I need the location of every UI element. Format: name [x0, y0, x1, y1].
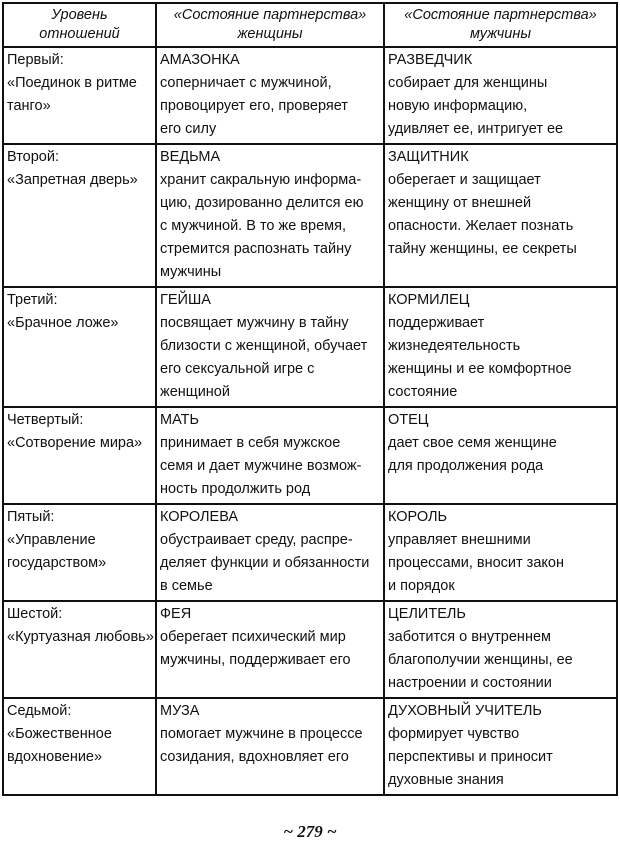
- man-description: для продолжения рода: [388, 458, 544, 474]
- woman-state-cell: [156, 287, 384, 407]
- level-text: танго»: [7, 98, 51, 114]
- woman-role: ФЕЯ: [160, 606, 192, 622]
- woman-state-cell: [156, 698, 384, 795]
- woman-role: АМАЗОНКА: [160, 52, 240, 68]
- woman-role: ГЕЙША: [160, 292, 211, 308]
- man-description: удивляет ее, интригует ее: [388, 121, 564, 137]
- man-description: заботится о внутреннем: [388, 629, 551, 645]
- table-row: [3, 407, 617, 504]
- table-row: [3, 504, 617, 601]
- man-role: ОТЕЦ: [388, 412, 429, 428]
- man-role: КОРОЛЬ: [388, 509, 448, 525]
- man-state-cell: [384, 504, 617, 601]
- woman-role: ВЕДЬМА: [160, 149, 221, 165]
- woman-role: МУЗА: [160, 703, 200, 719]
- woman-role: МАТЬ: [160, 412, 199, 428]
- woman-description: близости с женщиной, обучает: [160, 338, 368, 354]
- man-state-cell: [384, 144, 617, 287]
- table-row: [3, 287, 617, 407]
- man-description: тайну женщины, ее секреты: [388, 241, 577, 257]
- woman-description: мужчины, поддерживает его: [160, 652, 351, 668]
- woman-description: с мужчиной. В то же время,: [160, 218, 346, 234]
- woman-description: посвящает мужчину в тайну: [160, 315, 349, 331]
- man-description: благополучии женщины, ее: [388, 652, 573, 668]
- man-role: РАЗВЕДЧИК: [388, 52, 473, 68]
- man-description: опасности. Желает познать: [388, 218, 574, 234]
- man-description: женщины и ее комфортное: [388, 361, 572, 377]
- level-cell: [3, 504, 156, 601]
- table-row: [3, 601, 617, 698]
- woman-description: ность продолжить род: [160, 481, 311, 497]
- level-cell: [3, 144, 156, 287]
- level-cell: [3, 601, 156, 698]
- woman-description: оберегает психический мир: [160, 629, 346, 645]
- header-man: «Состояние партнерства» мужчины: [384, 3, 617, 47]
- table-row: [3, 144, 617, 287]
- man-role: ЦЕЛИТЕЛЬ: [388, 606, 466, 622]
- table-row: [3, 698, 617, 795]
- level-text: «Поединок в ритме: [7, 75, 137, 91]
- level-text: вдохновение»: [7, 749, 103, 765]
- man-state-cell: [384, 47, 617, 144]
- woman-description: соперничает с мужчиной,: [160, 75, 332, 91]
- woman-description: мужчины: [160, 264, 222, 280]
- woman-description: цию, дозированно делится ею: [160, 195, 364, 211]
- man-role: ДУХОВНЫЙ УЧИТЕЛЬ: [388, 703, 542, 719]
- woman-state-cell: [156, 601, 384, 698]
- woman-description: его сексуальной игре с: [160, 361, 315, 377]
- woman-description: обустраивает среду, распре-: [160, 532, 353, 548]
- man-description: формирует чувство: [388, 726, 520, 742]
- man-state-cell: [384, 698, 617, 795]
- man-state-cell: [384, 601, 617, 698]
- woman-description: принимает в себя мужское: [160, 435, 341, 451]
- man-role: КОРМИЛЕЦ: [388, 292, 470, 308]
- man-description: и порядок: [388, 578, 455, 594]
- level-text: Третий:: [7, 292, 58, 308]
- woman-description: женщиной: [160, 384, 230, 400]
- woman-state-cell: [156, 504, 384, 601]
- level-text: Первый:: [7, 52, 64, 68]
- level-text: «Запретная дверь»: [7, 172, 138, 188]
- man-description: управляет внешними: [388, 532, 531, 548]
- header-woman: «Состояние партнерства» женщины: [156, 3, 384, 47]
- woman-description: хранит сакральную информа-: [160, 172, 362, 188]
- level-text: «Божественное: [7, 726, 112, 742]
- man-description: дает свое семя женщине: [388, 435, 557, 451]
- level-text: «Брачное ложе»: [7, 315, 119, 331]
- header-level: Уровень отношений: [3, 3, 156, 47]
- man-description: поддерживает: [388, 315, 485, 331]
- man-role: ЗАЩИТНИК: [388, 149, 469, 165]
- man-state-cell: [384, 287, 617, 407]
- man-description: новую информацию,: [388, 98, 528, 114]
- woman-description: деляет функции и обязанности: [160, 555, 370, 571]
- man-description: перспективы и приносит: [388, 749, 553, 765]
- woman-state-cell: [156, 144, 384, 287]
- woman-description: провоцирует его, проверяет: [160, 98, 348, 114]
- level-text: Пятый:: [7, 509, 55, 525]
- woman-state-cell: [156, 407, 384, 504]
- woman-state-cell: [156, 47, 384, 144]
- partnership-table: [2, 2, 618, 796]
- level-cell: [3, 407, 156, 504]
- woman-description: созидания, вдохновляет его: [160, 749, 349, 765]
- woman-description: помогает мужчине в процессе: [160, 726, 363, 742]
- level-text: Второй:: [7, 149, 59, 165]
- level-text: «Сотворение мира»: [7, 435, 143, 451]
- level-cell: [3, 287, 156, 407]
- level-text: «Куртуазная любовь»: [7, 629, 154, 645]
- man-description: женщину от внешней: [388, 195, 532, 211]
- level-cell: [3, 47, 156, 144]
- man-description: жизнедеятельность: [388, 338, 521, 354]
- man-description: настроении и состоянии: [388, 675, 552, 691]
- woman-description: в семье: [160, 578, 213, 594]
- table-header-row: [3, 3, 617, 47]
- level-text: Четвертый:: [7, 412, 84, 428]
- woman-description: семя и дает мужчине возмож-: [160, 458, 362, 474]
- table-row: [3, 47, 617, 144]
- page-number: ~ 279 ~: [283, 822, 337, 841]
- man-description: оберегает и защищает: [388, 172, 541, 188]
- woman-description: его силу: [160, 121, 217, 137]
- woman-role: КОРОЛЕВА: [160, 509, 239, 525]
- man-state-cell: [384, 407, 617, 504]
- level-text: Шестой:: [7, 606, 63, 622]
- level-text: государством»: [7, 555, 107, 571]
- man-description: состояние: [388, 384, 458, 400]
- level-text: Седьмой:: [7, 703, 72, 719]
- man-description: собирает для женщины: [388, 75, 548, 91]
- level-cell: [3, 698, 156, 795]
- man-description: процессами, вносит закон: [388, 555, 564, 571]
- level-text: «Управление: [7, 532, 96, 548]
- woman-description: стремится распознать тайну: [160, 241, 352, 257]
- man-description: духовные знания: [388, 772, 504, 788]
